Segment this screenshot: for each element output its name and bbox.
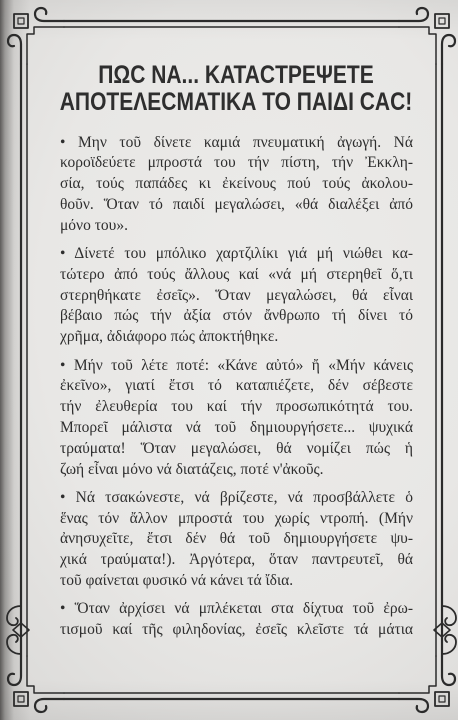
paragraph-1 (60, 133, 413, 237)
corner-ornament-bottom-right (399, 656, 455, 712)
text-line: ζωή εἶναι μόνο νά διατάζεις, ποτέ ν'ἀκοῦς. (60, 460, 324, 478)
side-ornament-left (7, 606, 29, 654)
text-line: τισμοῦ καί τῆς φιληδονίας, ἐσεῖς κλεῖστε τά μάτια (60, 621, 413, 639)
title-line-1: ΠΩϹ ΝΑ... ΚΑΤΑϹΤΡΕΨΕΤΕ (98, 61, 374, 89)
text-line: • Νά τσακώνεστε, νά βρίζεστε, νά προσβάλλετε ὁ (60, 488, 413, 506)
side-ornament-right (434, 606, 456, 654)
text-line: τοῦ φαίνεται φυσικό νά κάνει τά ἴδια. (60, 572, 294, 590)
page-title (26, 62, 446, 116)
title-line-2: ΑΠΟΤΕΛΕϹΜΑΤΙΚΑ ΤΟ ΠΑΙΔΙ ϹΑϹ! (59, 88, 413, 116)
text-line: κοροϊδεύετε μπροστά του τήν πίστη, τήν Ἐκκλη- (60, 154, 413, 172)
text-line: • Μην τοῦ δίνετε καμιά πνευματική ἀγωγή. Νά (60, 133, 413, 151)
corner-ornament-bottom-left (8, 656, 64, 712)
text-line: ἀνησυχεῖτε, ἔτσι δέν θά τοῦ δημιουργήσετε ψυ- (60, 530, 413, 548)
text-line: τώτερο ἀπό τούς ἄλλους καί «νά μή στερηθεῖ ὅ,τι (60, 265, 413, 283)
text-line: στερηθήκατε ἐσεῖς». Ὅταν μεγαλώσει, θά εἶναι (60, 286, 413, 304)
text-line: θοῦν. Ὅταν τό παιδί μεγαλώσει, «θά διαλέξει ἀπό (60, 195, 413, 213)
text-line: χικά τραύματα!). Ἀργότερα, ὅταν παντρευτεῖ, θά (60, 551, 413, 569)
text-line: τραύματα! Ὅταν μεγαλώσει, θά νομίζει πώς ἡ (60, 439, 413, 457)
text-line: μόνο του». (60, 216, 128, 234)
corner-ornament-top-right (399, 8, 455, 64)
text-line: Μπορεῖ μάλιστα νά τοῦ δημιουργήσετε... ψυχικά (60, 418, 413, 436)
text-line: • Ὅταν ἀρχίσει νά μπλέκεται στα δίχτυα τοῦ ἐρω- (60, 600, 413, 618)
text-line: τήν ἐλευθερία του καί τήν προσωπικότητά του. (60, 398, 413, 416)
text-line: χρῆμα, ἀδιάφορο πώς ἀποκτήθηκε. (60, 328, 279, 346)
text-line: • Δίνετέ του μπόλικο χαρτζιλίκι γιά μή νιώθει κα- (60, 245, 413, 263)
article-body (60, 133, 413, 649)
text-line: σία, τούς παπάδες κι ἐκείνους πού τούς ἀκολου- (60, 175, 413, 193)
paragraph-5 (60, 599, 413, 641)
paragraph-2 (60, 244, 413, 348)
text-line: βέβαιο πώς τήν ἀξία στόν ἄνθρωπο τή δίνει τό (60, 307, 413, 325)
text-line: ἕνας τόν ἄλλον μπροστά του χωρίς ντροπή. (Μήν (60, 509, 413, 527)
corner-ornament-top-left (8, 8, 64, 64)
text-line: ἐκεῖνο», γιατί ἔτσι τό καταπιέζετε, δέν σέβεστε (60, 377, 413, 395)
paragraph-4 (60, 488, 413, 592)
text-line: • Μήν τοῦ λέτε ποτέ: «Κάνε αὐτό» ἤ «Μήν κάνεις (60, 356, 413, 374)
paragraph-3 (60, 356, 413, 481)
